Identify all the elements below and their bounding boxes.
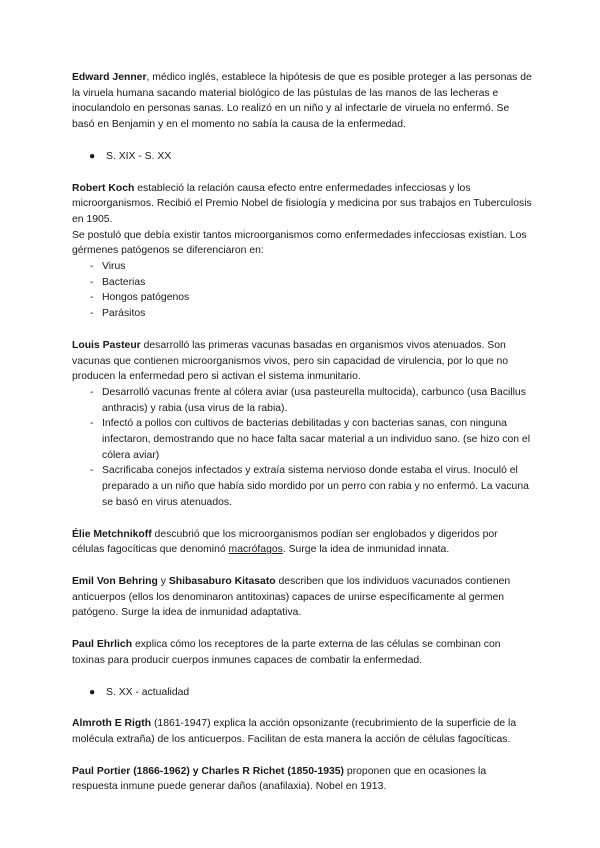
text-behring: describen que los individuos vacunados contienen anticuerpos (ellos los denominaron antitoxinas) capaces de unirse específicamente al germen patógeno. Surge la idea de inmunidad adaptativa. [72, 575, 511, 619]
dash-marker: - [90, 386, 94, 398]
section-koch [72, 181, 532, 322]
name-metchnikoff: Élie Metchnikoff [72, 528, 152, 540]
list-item [72, 463, 532, 510]
name-wright: Almroth E Rigth [72, 718, 152, 730]
connector-text: y [157, 575, 169, 587]
period-label-2: S. XX - actualidad [106, 686, 190, 698]
period-label-1: S. XIX - S. XX [106, 150, 172, 162]
list-item [72, 385, 532, 416]
paragraph-koch-2: Se postuló que debía existir tantos microorganismos como enfermedades infecciosas existían. Los gérmenes patógenos se diferenciaron en: [72, 229, 527, 257]
dash-marker: - [90, 261, 94, 273]
list-item-text: Hongos patógenos [102, 292, 190, 304]
list-item [72, 275, 532, 291]
dash-marker: - [90, 292, 94, 304]
dash-marker: - [90, 308, 94, 320]
list-item [72, 416, 532, 463]
paragraph-jenner [72, 70, 532, 133]
list-item-text: Desarrolló vacunas frente al cólera aviar (usa pasteurella multocida), carbunco (usa Bacillus anthracis) y rabia (usa virus de la rabia). [102, 386, 526, 414]
list-item-text: Sacrificaba conejos infectados y extraía sistema nervioso donde estaba el virus. Inoculó el preparado a un niño que había sido mordido por un perro con rabia y no enfermó. La vacuna se basó en virus atenuados. [102, 465, 529, 508]
list-item [72, 306, 532, 322]
text-metchnikoff: descubrió que los microorganismos podían ser englobados y digeridos por células fagocíticas que denominó [72, 528, 498, 556]
paragraph-portier-richet [72, 764, 532, 795]
pasteur-list [72, 385, 532, 511]
text-pasteur: desarrolló las primeras vacunas basadas en organismos vivos atenuados. Son vacunas que contienen microorganismos vivos, pero sin capacidad de virulencia, por lo que no producen la enfermedad pero si activan el sistema inmunitario. [72, 339, 509, 383]
text-portier-richet: proponen que en ocasiones la respuesta inmune puede generar daños (anafilaxia). Nobel en 1913. [72, 765, 487, 793]
name-koch: Robert Koch [72, 182, 135, 194]
bullet-icon: ● [89, 150, 96, 162]
dash-marker: - [90, 418, 94, 430]
list-item-text: Infectó a pollos con cultivos de bacterias debilitadas y con bacterias sanas, con ninguna infectaron, demostrando que no hace falta sacar material a un individuo sano. (se hizo con el cólera aviar) [102, 418, 531, 461]
section-pasteur [72, 338, 532, 511]
name-jenner: Edward Jenner [72, 72, 147, 83]
paragraph-koch [72, 181, 532, 228]
paragraph-pasteur [72, 338, 532, 385]
document-body [72, 70, 532, 811]
list-item-text: Bacterias [102, 276, 146, 288]
term-macrofagos: macrófagos [228, 544, 283, 556]
text-wright: (1861-1947) explica la acción opsonizante (recubrimiento de la superficie de la molécula extraña) de los anticuerpos. Facilitan de esta manera la acción de células fagocíticas. [72, 718, 517, 745]
dash-marker: - [90, 465, 94, 477]
name-ehrlich: Paul Ehrlich [72, 639, 133, 651]
names-portier-richet: Paul Portier (1866-1962) y Charles R Richet (1850-1935) [72, 765, 345, 777]
text-metchnikoff-end: . Surge la idea de inmunidad innata. [282, 544, 450, 556]
text-jenner: , médico inglés, establece la hipótesis de que es posible proteger a las personas de la viruela humana sacando material biológico de las pústulas de las manos de las lecheras e inoculandolo en personas sanas. Lo realizó en un niño y al infectarle de viruela no enfermó. Se basó en Benjamin y en el momento no sabía la causa de la enfermedad. [72, 72, 532, 131]
bullet-icon: ● [89, 686, 96, 698]
germ-list [72, 259, 532, 322]
paragraph-metchnikoff [72, 527, 532, 558]
list-item-text: Parásitos [102, 308, 146, 320]
paragraph-ehrlich [72, 637, 532, 668]
period-heading-1 [72, 149, 532, 165]
name-kitasato: Shibasaburo Kitasato [168, 575, 276, 587]
period-heading-2 [72, 685, 532, 701]
list-item [72, 259, 532, 275]
text-koch: estableció la relación causa efecto entre enfermedades infecciosas y los microorganismos. Recibió el Premio Nobel de fisiología y medicina por sus trabajos en Tuberculosis en 1905. [72, 182, 532, 225]
dash-marker: - [90, 276, 94, 288]
list-item [72, 290, 532, 306]
list-item-text: Virus [102, 261, 126, 273]
text-ehrlich: explica cómo los receptores de la parte externa de las células se combinan con toxinas para producir cuerpos inmunes capaces de combatir la enfermedad. [72, 639, 501, 666]
name-pasteur: Louis Pasteur [72, 339, 141, 351]
paragraph-wright [72, 716, 532, 747]
name-behring: Emil Von Behring [72, 575, 158, 587]
paragraph-behring [72, 574, 532, 621]
